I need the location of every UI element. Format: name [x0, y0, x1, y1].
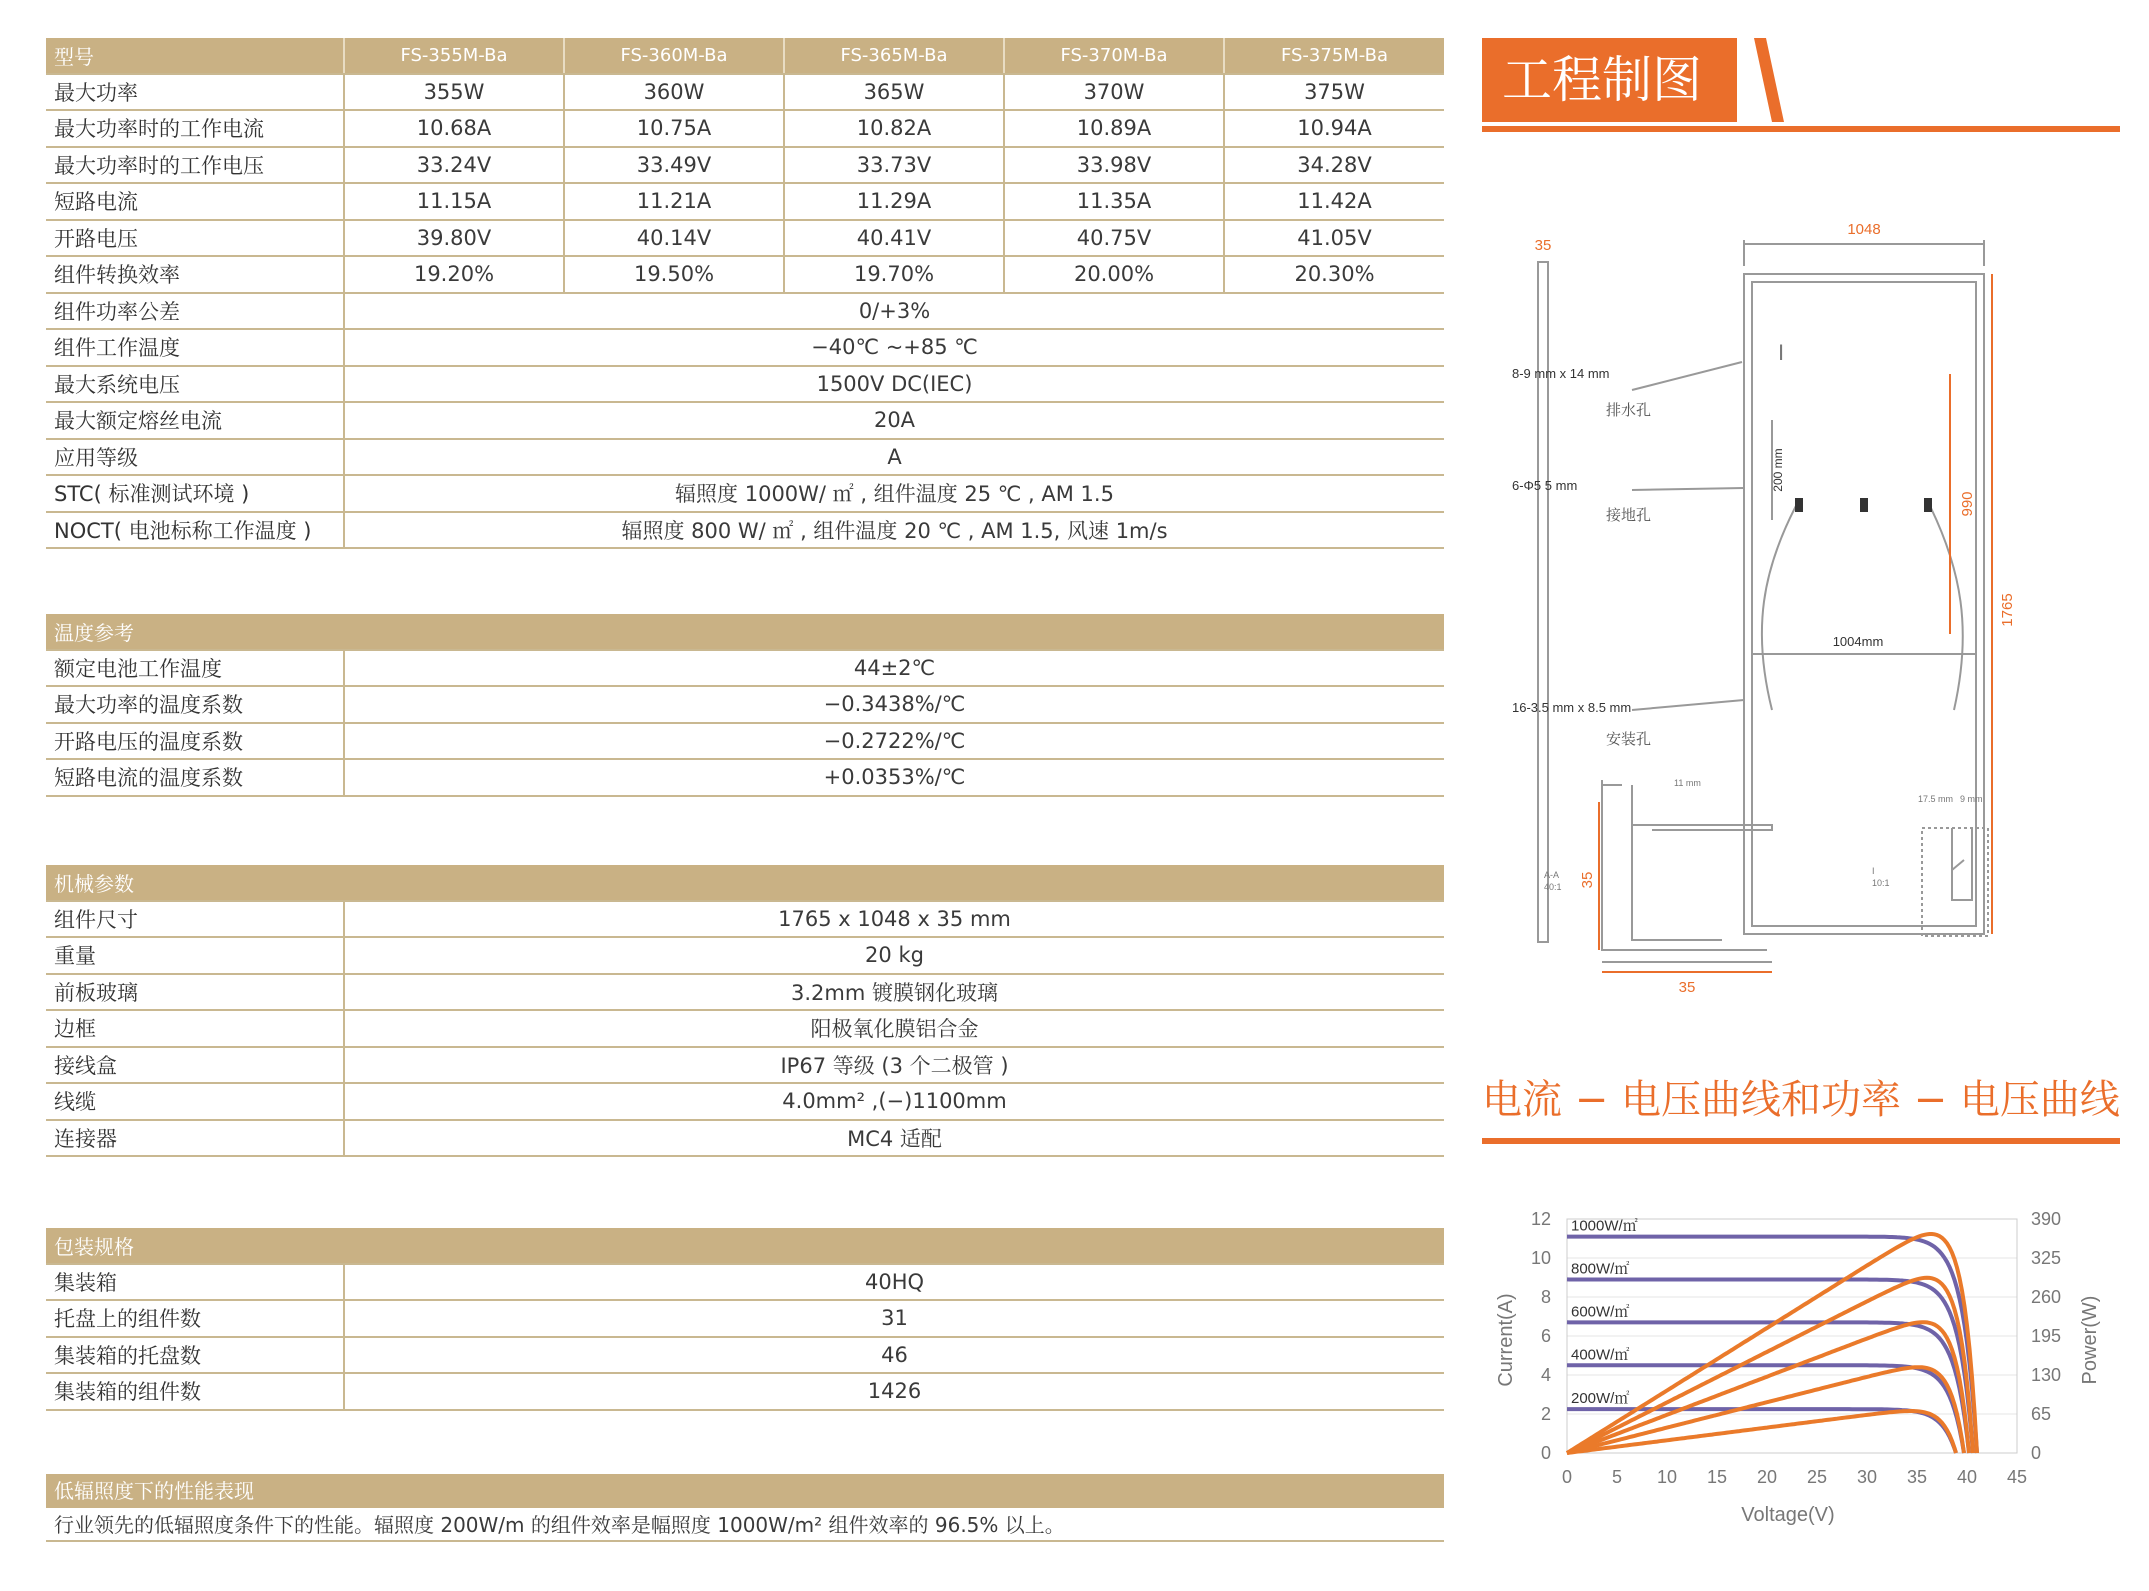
drain-size-label: 8-9 mm x 14 mm — [1512, 366, 1610, 381]
x-axis-label: Voltage(V) — [1741, 1504, 1835, 1526]
detail-mark-small: I — [1872, 866, 1875, 876]
row-label: 最大额定熔丝电流 — [46, 402, 344, 439]
table-row — [46, 1010, 1444, 1047]
dim-span-label: 990 — [1959, 491, 1976, 517]
table-row — [46, 1300, 1444, 1337]
cell-value: 0/+3% — [344, 293, 1444, 330]
drawing-title: 工程制图 — [1482, 38, 1737, 122]
y2-tick-label: 0 — [2031, 1443, 2042, 1463]
profile-height-label: 35 — [1579, 871, 1596, 889]
cell-value: 10.89A — [1004, 110, 1224, 147]
table-row — [46, 686, 1444, 723]
x-tick-label: 15 — [1706, 1467, 1728, 1487]
table-row — [46, 256, 1444, 293]
section-header-fill — [344, 614, 1444, 650]
row-label: 开路电压的温度系数 — [46, 723, 344, 760]
table-row — [46, 723, 1444, 760]
cell-value: 11.15A — [344, 183, 564, 220]
cell-value: MC4 适配 — [344, 1120, 1444, 1157]
cell-value: 360W — [564, 74, 784, 111]
section-title: 温度参考 — [46, 614, 344, 650]
row-label: 应用等级 — [46, 439, 344, 476]
leader-line — [1632, 362, 1742, 390]
spec-table — [46, 38, 1444, 549]
row-label: 集装箱 — [46, 1264, 344, 1301]
section-title: 机械参数 — [46, 865, 344, 901]
temperature-table — [46, 614, 1444, 797]
cell-value: 3.2mm 镀膜钢化玻璃 — [344, 974, 1444, 1011]
series-label: 200W/㎡ — [1571, 1390, 1630, 1408]
junction-box — [1795, 498, 1803, 512]
y2-tick-label: 260 — [2031, 1287, 2062, 1307]
cell-value: 34.28V — [1224, 147, 1444, 184]
table-row — [46, 650, 1444, 687]
cell-value: 1500V DC(IEC) — [344, 366, 1444, 403]
x-tick-label: 40 — [1956, 1467, 1978, 1487]
y-tick-label: 12 — [1530, 1209, 1551, 1229]
y-tick-label: 8 — [1540, 1287, 1551, 1307]
cell-value: 20A — [344, 402, 1444, 439]
series-label: 400W/㎡ — [1571, 1346, 1630, 1364]
cell-value: 阳极氧化膜铝合金 — [344, 1010, 1444, 1047]
header-slash-decoration — [1754, 38, 1784, 122]
cell-value: 19.20% — [344, 256, 564, 293]
table-row — [46, 974, 1444, 1011]
model-name: FS-365M-Ba — [784, 38, 1004, 74]
row-label: 组件尺寸 — [46, 901, 344, 938]
cell-value: 1765 x 1048 x 35 mm — [344, 901, 1444, 938]
table-row — [46, 475, 1444, 512]
section-label: A-A — [1544, 870, 1560, 880]
cell-value: 365W — [784, 74, 1004, 111]
y-tick-label: 10 — [1530, 1248, 1551, 1268]
leader-line — [1632, 700, 1744, 710]
cell-value: 4.0mm² ,(−)1100mm — [344, 1083, 1444, 1120]
cell-value: −40℃ ~+85 ℃ — [344, 329, 1444, 366]
section-scale: 40:1 — [1544, 882, 1562, 892]
cell-value: 20 kg — [344, 937, 1444, 974]
row-label: 连接器 — [46, 1120, 344, 1157]
ground-label: 接地孔 — [1606, 507, 1652, 524]
cell-value: 31 — [344, 1300, 1444, 1337]
iv-pv-chart — [1482, 1195, 2142, 1545]
y-tick-label: 4 — [1540, 1365, 1551, 1385]
y-tick-label: 2 — [1540, 1404, 1551, 1424]
table-row — [46, 1373, 1444, 1410]
row-label: 集装箱的组件数 — [46, 1373, 344, 1410]
mount-size-label: 16-3.5 mm x 8.5 mm — [1512, 700, 1632, 715]
cell-value: 355W — [344, 74, 564, 111]
frame-section-profile — [1602, 780, 1772, 950]
dim-height-label: 1765 — [1999, 593, 2016, 627]
series-label: 800W/㎡ — [1571, 1260, 1630, 1278]
cell-value: 41.05V — [1224, 220, 1444, 257]
model-name: FS-355M-Ba — [344, 38, 564, 74]
cell-value: 46 — [344, 1337, 1444, 1374]
ground-size-label: 6-Φ5 5 mm — [1512, 478, 1578, 493]
model-name: FS-370M-Ba — [1004, 38, 1224, 74]
spec-header-row — [46, 38, 1444, 74]
y2-tick-label: 65 — [2031, 1404, 2052, 1424]
row-label: 重量 — [46, 937, 344, 974]
x-tick-label: 30 — [1856, 1467, 1878, 1487]
section-header-row — [46, 865, 1444, 901]
table-row — [46, 512, 1444, 549]
table-row — [46, 329, 1444, 366]
cell-value: 11.35A — [1004, 183, 1224, 220]
iv-curve — [1567, 1322, 1969, 1453]
y-axis-label: Current(A) — [1495, 1293, 1517, 1387]
cell-value: 11.21A — [564, 183, 784, 220]
cell-value: 33.49V — [564, 147, 784, 184]
table-row — [46, 1047, 1444, 1084]
detail-profile — [1952, 828, 1972, 900]
row-label: 短路电流的温度系数 — [46, 759, 344, 796]
detail-box — [1922, 828, 1988, 936]
cell-value: +0.0353%/℃ — [344, 759, 1444, 796]
row-label: 组件转换效率 — [46, 256, 344, 293]
x-tick-label: 25 — [1806, 1467, 1828, 1487]
table-row — [46, 183, 1444, 220]
y2-tick-label: 130 — [2031, 1365, 2062, 1385]
section-header-fill — [344, 865, 1444, 901]
y-tick-label: 0 — [1540, 1443, 1551, 1463]
low-irradiance-text: 行业领先的低辐照度条件下的性能。辐照度 200W/m 的组件效率是幅照度 1000W/m² 组件效率的 96.5% 以上。 — [46, 1508, 1444, 1542]
row-label: 组件工作温度 — [46, 329, 344, 366]
table-row — [46, 439, 1444, 476]
low-irradiance-title: 低辐照度下的性能表现 — [46, 1474, 1444, 1508]
cable-left — [1762, 502, 1798, 710]
cell-value: 39.80V — [344, 220, 564, 257]
row-label: 线缆 — [46, 1083, 344, 1120]
row-label: 开路电压 — [46, 220, 344, 257]
row-label: 最大功率的温度系数 — [46, 686, 344, 723]
row-label: 最大功率 — [46, 74, 344, 111]
detail-scale: 10:1 — [1872, 878, 1890, 888]
cell-value: 11.42A — [1224, 183, 1444, 220]
detail-dim-b: 9 mm — [1960, 794, 1983, 804]
table-row — [46, 759, 1444, 796]
cell-value: 10.75A — [564, 110, 784, 147]
detail-mark: I — [1778, 340, 1785, 365]
cell-value: 44±2℃ — [344, 650, 1444, 687]
y2-tick-label: 195 — [2031, 1326, 2062, 1346]
junction-box — [1924, 498, 1932, 512]
detail-dim-a: 17.5 mm — [1918, 794, 1954, 804]
model-name: FS-375M-Ba — [1224, 38, 1444, 74]
x-tick-label: 10 — [1656, 1467, 1678, 1487]
row-label: 最大系统电压 — [46, 366, 344, 403]
leader-line — [1632, 488, 1744, 490]
y2-axis-label: Power(W) — [2079, 1295, 2101, 1385]
table-row — [46, 901, 1444, 938]
cell-value: 10.68A — [344, 110, 564, 147]
cell-value: 375W — [1224, 74, 1444, 111]
y-tick-label: 6 — [1540, 1326, 1551, 1346]
y2-tick-label: 325 — [2031, 1248, 2062, 1268]
cell-value: 40.75V — [1004, 220, 1224, 257]
dim-depth-label: 35 — [1534, 237, 1552, 254]
cell-value: 11.29A — [784, 183, 1004, 220]
junction-box — [1860, 498, 1868, 512]
section-title: 包装规格 — [46, 1228, 344, 1264]
cell-value: 19.50% — [564, 256, 784, 293]
cell-value: 370W — [1004, 74, 1224, 111]
header-rule — [1482, 126, 2120, 132]
cable-right — [1928, 502, 1963, 710]
table-row — [46, 74, 1444, 111]
model-name: FS-360M-Ba — [564, 38, 784, 74]
row-label: STC( 标准测试环境 ) — [46, 475, 344, 512]
x-tick-label: 5 — [1611, 1467, 1623, 1487]
row-label: 短路电流 — [46, 183, 344, 220]
row-label: 接线盒 — [46, 1047, 344, 1084]
table-row — [46, 220, 1444, 257]
panel-inner-frame — [1752, 282, 1976, 926]
vertical-dim-label: 200 mm — [1771, 448, 1785, 492]
mount-label: 安装孔 — [1606, 731, 1652, 748]
section-header-row — [46, 614, 1444, 650]
profile-top-label: 11 mm — [1674, 778, 1701, 788]
cell-value: 33.98V — [1004, 147, 1224, 184]
cell-value: 40.14V — [564, 220, 784, 257]
row-label: 集装箱的托盘数 — [46, 1337, 344, 1374]
row-label: 前板玻璃 — [46, 974, 344, 1011]
cell-value: 10.82A — [784, 110, 1004, 147]
cell-value: A — [344, 439, 1444, 476]
cell-value: −0.3438%/℃ — [344, 686, 1444, 723]
cell-value: 19.70% — [784, 256, 1004, 293]
table-row — [46, 147, 1444, 184]
drain-label: 排水孔 — [1606, 402, 1652, 419]
packaging-table — [46, 1228, 1444, 1411]
row-label: NOCT( 电池标称工作温度 ) — [46, 512, 344, 549]
row-label: 最大功率时的工作电流 — [46, 110, 344, 147]
table-row — [46, 1120, 1444, 1157]
inner-dim-label: 1004mm — [1832, 634, 1884, 649]
table-row — [46, 937, 1444, 974]
cell-value: 10.94A — [1224, 110, 1444, 147]
y2-tick-label: 390 — [2031, 1209, 2062, 1229]
cell-value: 40.41V — [784, 220, 1004, 257]
cell-value: 20.30% — [1224, 256, 1444, 293]
panel-outline — [1744, 274, 1984, 934]
table-row — [46, 1337, 1444, 1374]
section-header-fill — [344, 1228, 1444, 1264]
row-label: 额定电池工作温度 — [46, 650, 344, 687]
row-label: 组件功率公差 — [46, 293, 344, 330]
cell-value: 辐照度 1000W/ ㎡ , 组件温度 25 ℃ , AM 1.5 — [344, 475, 1444, 512]
cell-value: 33.24V — [344, 147, 564, 184]
cell-value: 辐照度 800 W/ ㎡ , 组件温度 20 ℃ , AM 1.5, 风速 1m/s — [344, 512, 1444, 549]
pv-curve — [1567, 1322, 1969, 1453]
drawing-header — [1482, 38, 2120, 134]
side-profile — [1538, 262, 1548, 942]
series-label: 1000W/㎡ — [1571, 1217, 1638, 1235]
cell-value: 20.00% — [1004, 256, 1224, 293]
model-header-label: 型号 — [46, 38, 344, 74]
cell-value: IP67 等级 (3 个二极管 ) — [344, 1047, 1444, 1084]
section-header-row — [46, 1228, 1444, 1264]
row-label: 最大功率时的工作电压 — [46, 147, 344, 184]
x-tick-label: 20 — [1756, 1467, 1778, 1487]
profile-width-label: 35 — [1678, 979, 1696, 996]
x-tick-label: 35 — [1906, 1467, 1928, 1487]
table-row — [46, 110, 1444, 147]
cell-value: 1426 — [344, 1373, 1444, 1410]
row-label: 托盘上的组件数 — [46, 1300, 344, 1337]
x-tick-label: 45 — [2006, 1467, 2028, 1487]
series-label: 600W/㎡ — [1571, 1303, 1630, 1321]
table-row — [46, 293, 1444, 330]
table-row — [46, 1264, 1444, 1301]
cell-value: 33.73V — [784, 147, 1004, 184]
x-tick-label: 0 — [1561, 1467, 1573, 1487]
header-rule — [1482, 1138, 2120, 1144]
table-row — [46, 402, 1444, 439]
curve-header — [1482, 1070, 2120, 1150]
dim-width-label: 1048 — [1847, 221, 1881, 238]
mechanical-table — [46, 865, 1444, 1157]
row-label: 边框 — [46, 1010, 344, 1047]
table-row — [46, 1083, 1444, 1120]
table-row — [46, 366, 1444, 403]
engineering-drawing — [1482, 210, 2142, 1010]
cell-value: −0.2722%/℃ — [344, 723, 1444, 760]
cell-value: 40HQ — [344, 1264, 1444, 1301]
curve-title: 电流 − 电压曲线和功率 − 电压曲线 — [1482, 1077, 2120, 1123]
